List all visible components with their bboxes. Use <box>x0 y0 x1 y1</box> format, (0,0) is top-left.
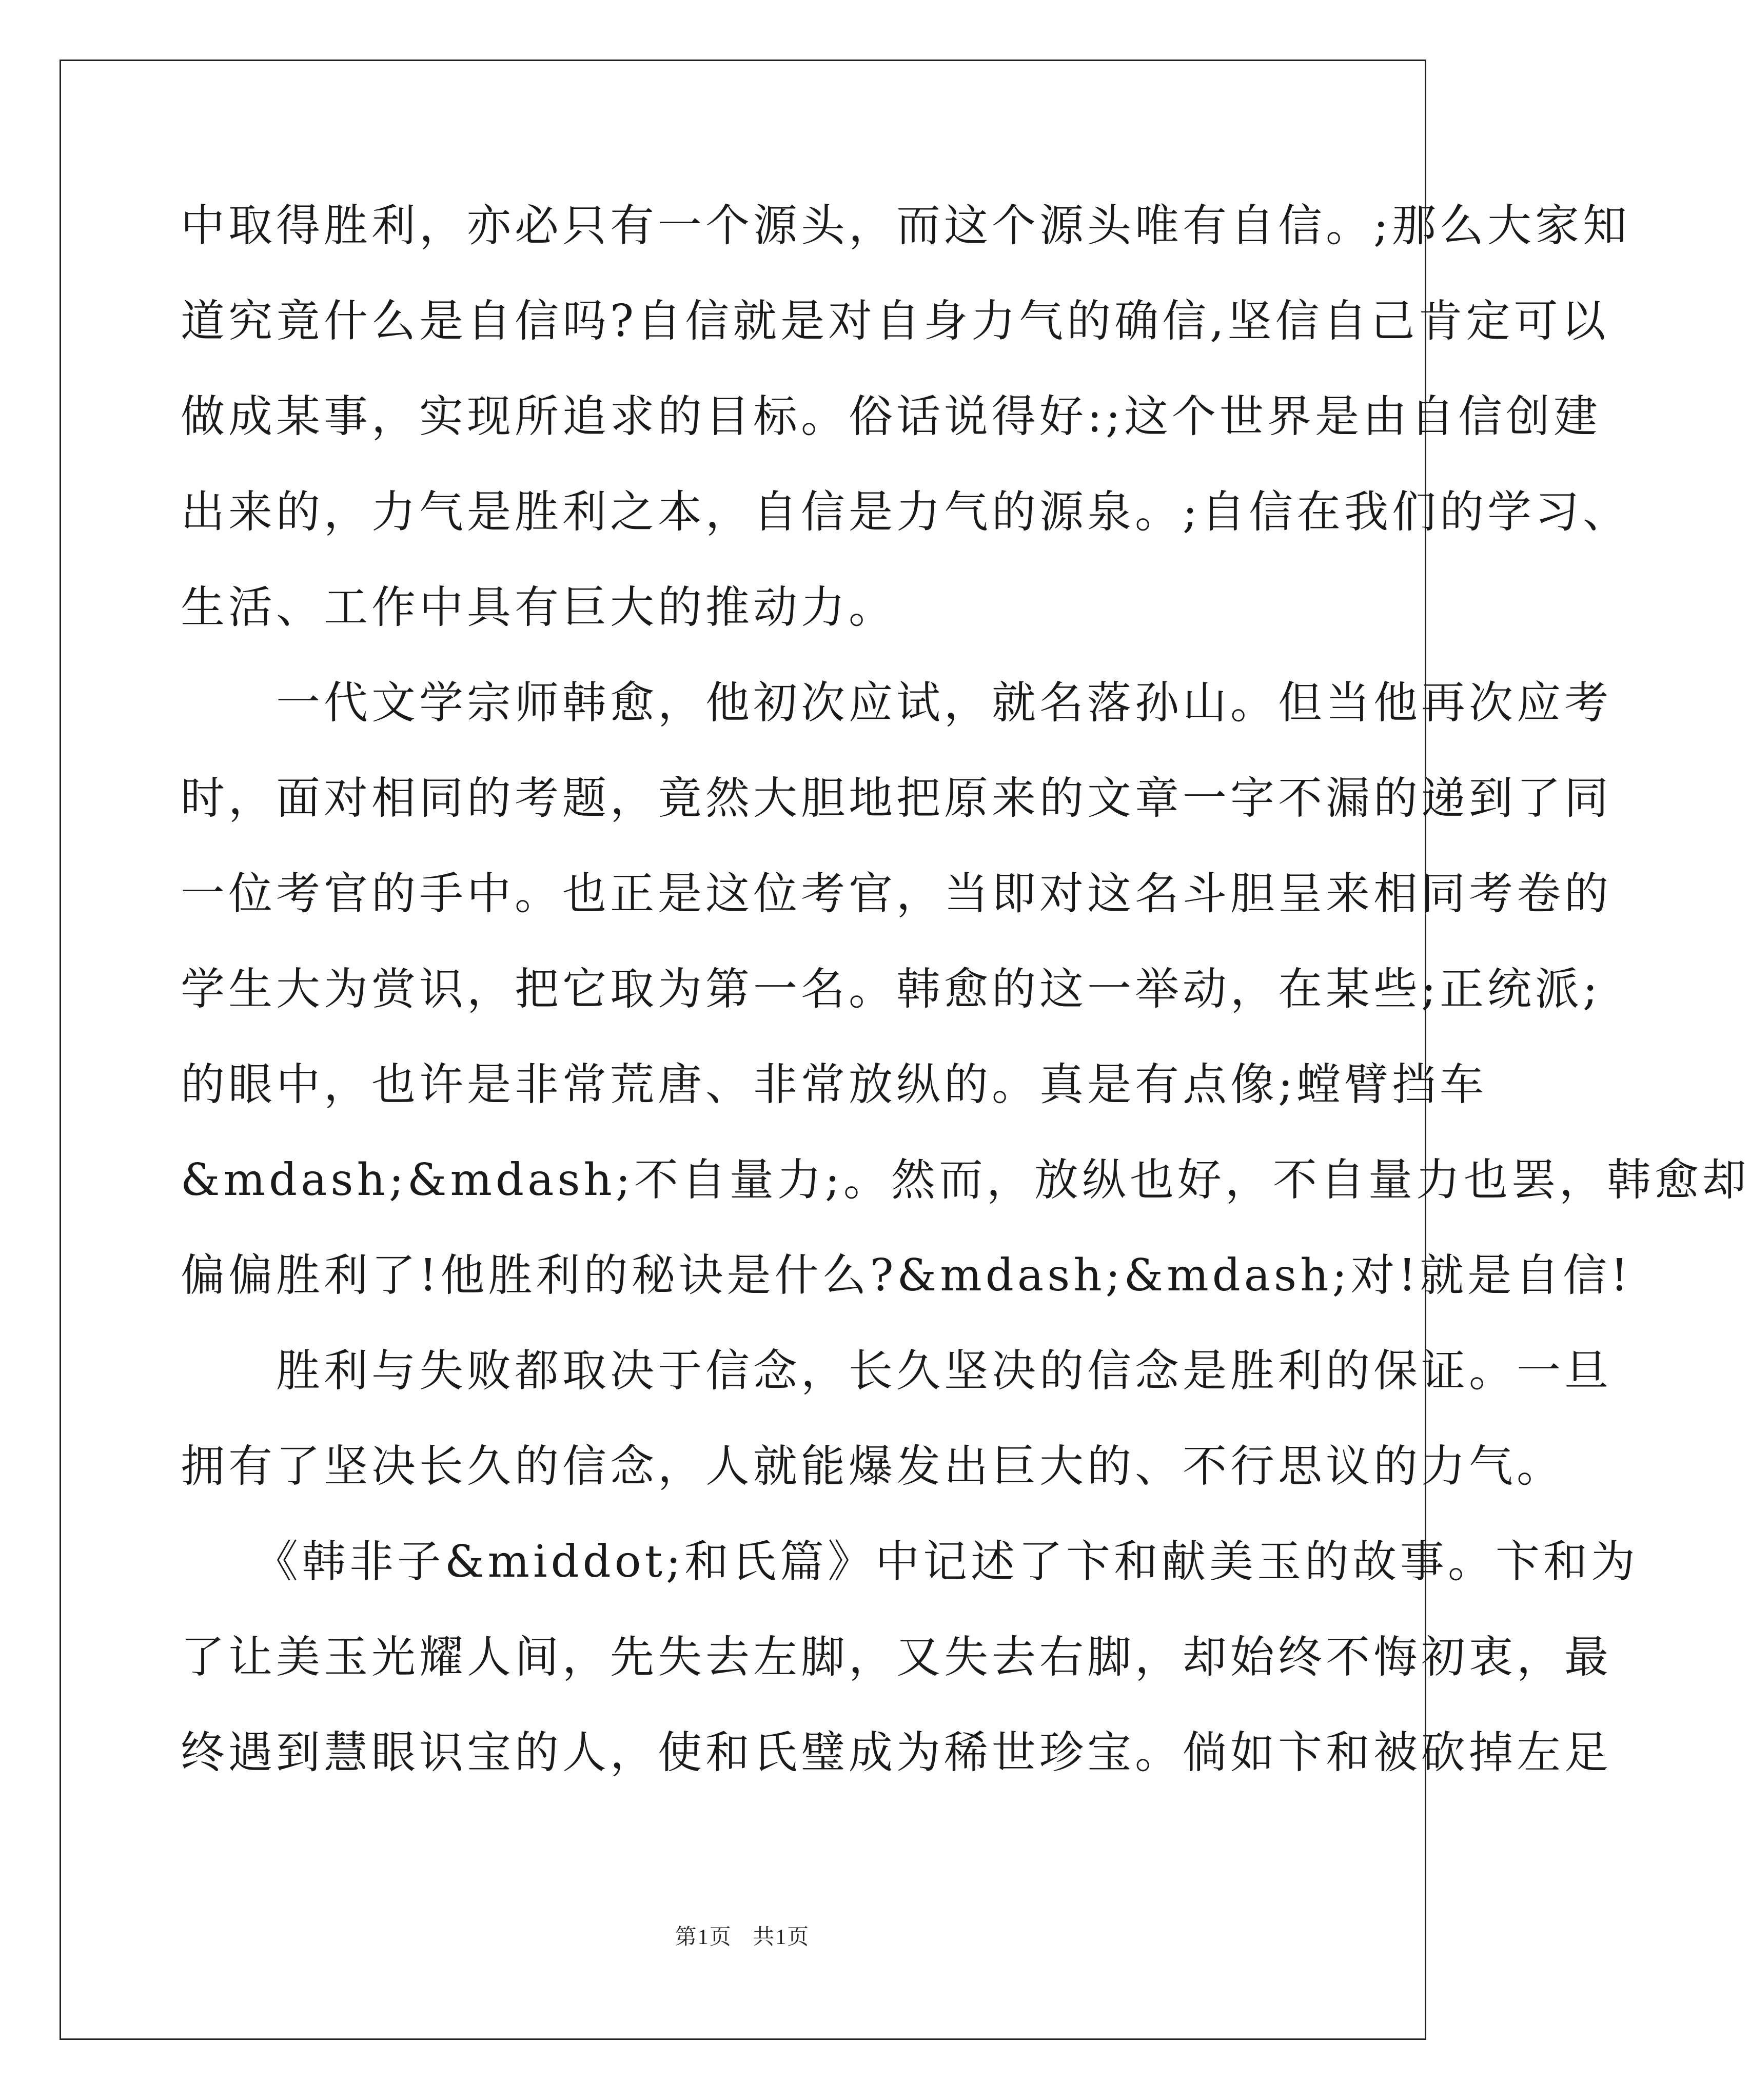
text-line: 生活、工作中具有巨大的推动力。 <box>181 582 896 633</box>
text-line: 了让美玉光耀人间，先失去左脚，又失去右脚，却始终不悔初衷，最 <box>181 1632 1612 1683</box>
text-line: &mdash;&mdash;不自量力;。然而，放纵也好，不自量力也罢，韩愈却 <box>181 1154 1750 1206</box>
text-line: 一代文学宗师韩愈，他初次应试，就名落孙山。但当他再次应考 <box>181 677 1612 729</box>
text-line: 终遇到慧眼识宝的人，使和氏璧成为稀世珍宝。倘如卞和被砍掉左足 <box>181 1727 1612 1778</box>
text-line: 一位考官的手中。也正是这位考官，当即对这名斗胆呈来相同考卷的 <box>181 868 1612 919</box>
page-number-current: 第1页 <box>675 1926 732 1949</box>
text-line: 学生大为赏识，把它取为第一名。韩愈的这一举动，在某些;正统派; <box>181 964 1601 1015</box>
text-line: 偏偏胜利了!他胜利的秘诀是什么?&mdash;&mdash;对!就是自信! <box>181 1250 1632 1301</box>
text-line: 《韩非子&middot;和氏篇》中记述了卞和献美玉的故事。卞和为 <box>181 1536 1639 1587</box>
text-line: 胜利与失败都取决于信念，长久坚决的信念是胜利的保证。一旦 <box>181 1345 1612 1397</box>
text-line: 道究竟什么是自信吗?自信就是对自身力气的确信,坚信自己肯定可以 <box>181 296 1609 347</box>
text-line: 出来的，力气是胜利之本，自信是力气的源泉。;自信在我们的学习、 <box>181 486 1630 538</box>
text-line: 时，面对相同的考题，竟然大胆地把原来的文章一字不漏的递到了同 <box>181 773 1612 824</box>
text-line: 中取得胜利，亦必只有一个源头，而这个源头唯有自信。;那么大家知 <box>181 200 1630 251</box>
page-number-total: 共1页 <box>753 1926 810 1949</box>
text-line: 做成某事，实现所追求的目标。俗话说得好:;这个世界是由自信创建 <box>181 391 1601 442</box>
page-footer <box>0 1920 1485 1951</box>
text-line: 拥有了坚决长久的信念，人就能爆发出巨大的、不行思议的力气。 <box>181 1441 1564 1492</box>
text-line: 的眼中，也许是非常荒唐、非常放纵的。真是有点像;螳臂挡车 <box>181 1059 1487 1110</box>
